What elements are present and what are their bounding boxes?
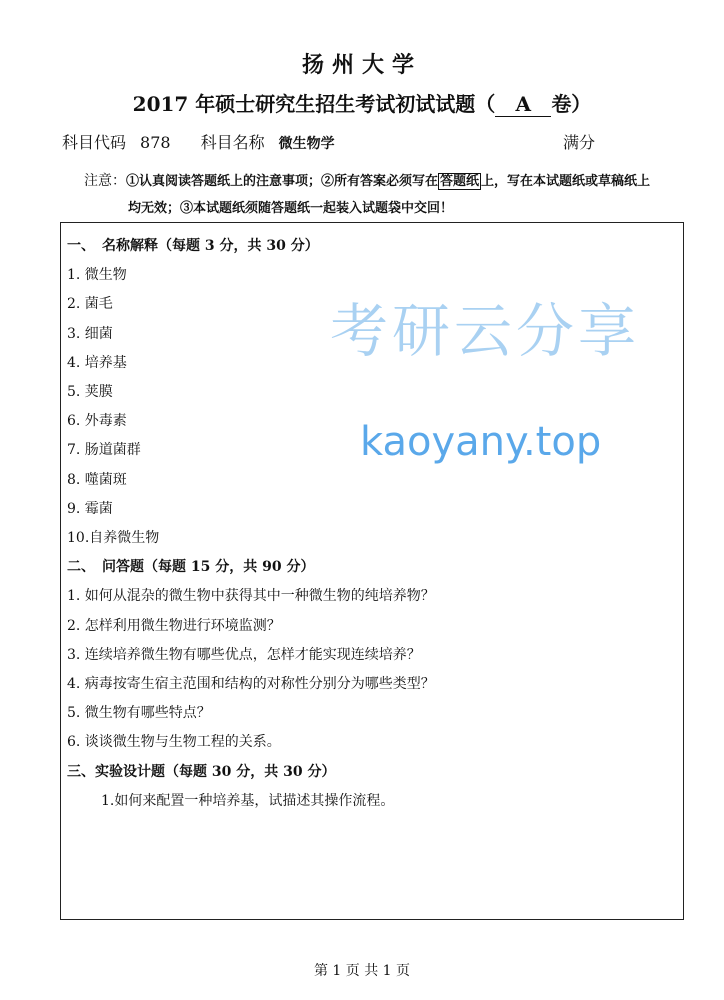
exam-title-suffix: 卷）	[551, 92, 592, 116]
exam-title-prefix: 2017 年硕士研究生招生考试初试试题（	[132, 92, 496, 116]
question-item: 4. 培养基	[67, 354, 127, 371]
watermark-url: kaoyany.top	[360, 419, 602, 465]
question-item: 3. 细菌	[67, 325, 113, 342]
section-heading: 二、 问答题（每题 15 分，共 90 分）	[67, 559, 315, 576]
question-item: 1.如何来配置一种培养基，试描述其操作流程。	[101, 792, 395, 809]
subject-info	[62, 130, 349, 153]
subject-name: 微生物学	[278, 136, 335, 152]
subject-code: 878	[140, 133, 171, 152]
question-item: 8. 噬菌斑	[67, 471, 127, 488]
notice-line-1	[84, 170, 650, 190]
watermark-cn: 考研云分享	[330, 297, 641, 365]
question-item: 4. 病毒按寄生宿主范围和结构的对称性分别分为哪些类型？	[67, 676, 435, 692]
question-item: 2. 菌毛	[67, 296, 113, 313]
question-item: 6. 谈谈微生物与生物工程的关系。	[67, 734, 281, 751]
notice-text: 上，写在本试题纸或草稿纸上	[481, 174, 651, 189]
answer-sheet-boxed: 答题纸	[440, 174, 480, 189]
question-item: 10.自养微生物	[67, 530, 160, 546]
question-item: 9. 霉菌	[67, 500, 113, 517]
questions-frame	[60, 222, 684, 920]
question-item: 5. 荚膜	[67, 384, 113, 400]
question-item: 5. 微生物有哪些特点？	[67, 705, 211, 722]
question-item: 1. 微生物	[67, 267, 127, 284]
full-score-label: 满分	[563, 133, 596, 152]
section-heading: 一、 名称解释（每题 3 分，共 30 分）	[67, 238, 319, 254]
question-item: 3. 连续培养微生物有哪些优点，怎样才能实现连续培养？	[67, 646, 421, 663]
university-title: 扬州大学	[301, 52, 422, 78]
notice-line-2: 均无效；③本试题纸须随答题纸一起装入试题袋中交回！	[128, 201, 454, 216]
notice-text: ①认真阅读答题纸上的注意事项；②所有答案必须写在	[126, 174, 439, 189]
question-item: 6. 外毒素	[67, 413, 127, 430]
exam-title	[0, 88, 724, 117]
subject-code-label: 科目代码	[62, 133, 127, 152]
question-item: 2. 怎样利用微生物进行环境监测？	[67, 617, 281, 634]
subject-name-label: 科目名称	[200, 133, 265, 152]
question-item: 1. 如何从混杂的微生物中获得其中一种微生物的纯培养物？	[67, 588, 435, 605]
section-heading: 三、实验设计题（每题 30 分，共 30 分）	[67, 763, 336, 780]
question-item: 7. 肠道菌群	[67, 442, 141, 459]
notice-label: 注意：	[84, 173, 126, 189]
paper-version: A	[495, 92, 551, 117]
page-footer: 第 1 页 共 1 页	[313, 963, 411, 979]
